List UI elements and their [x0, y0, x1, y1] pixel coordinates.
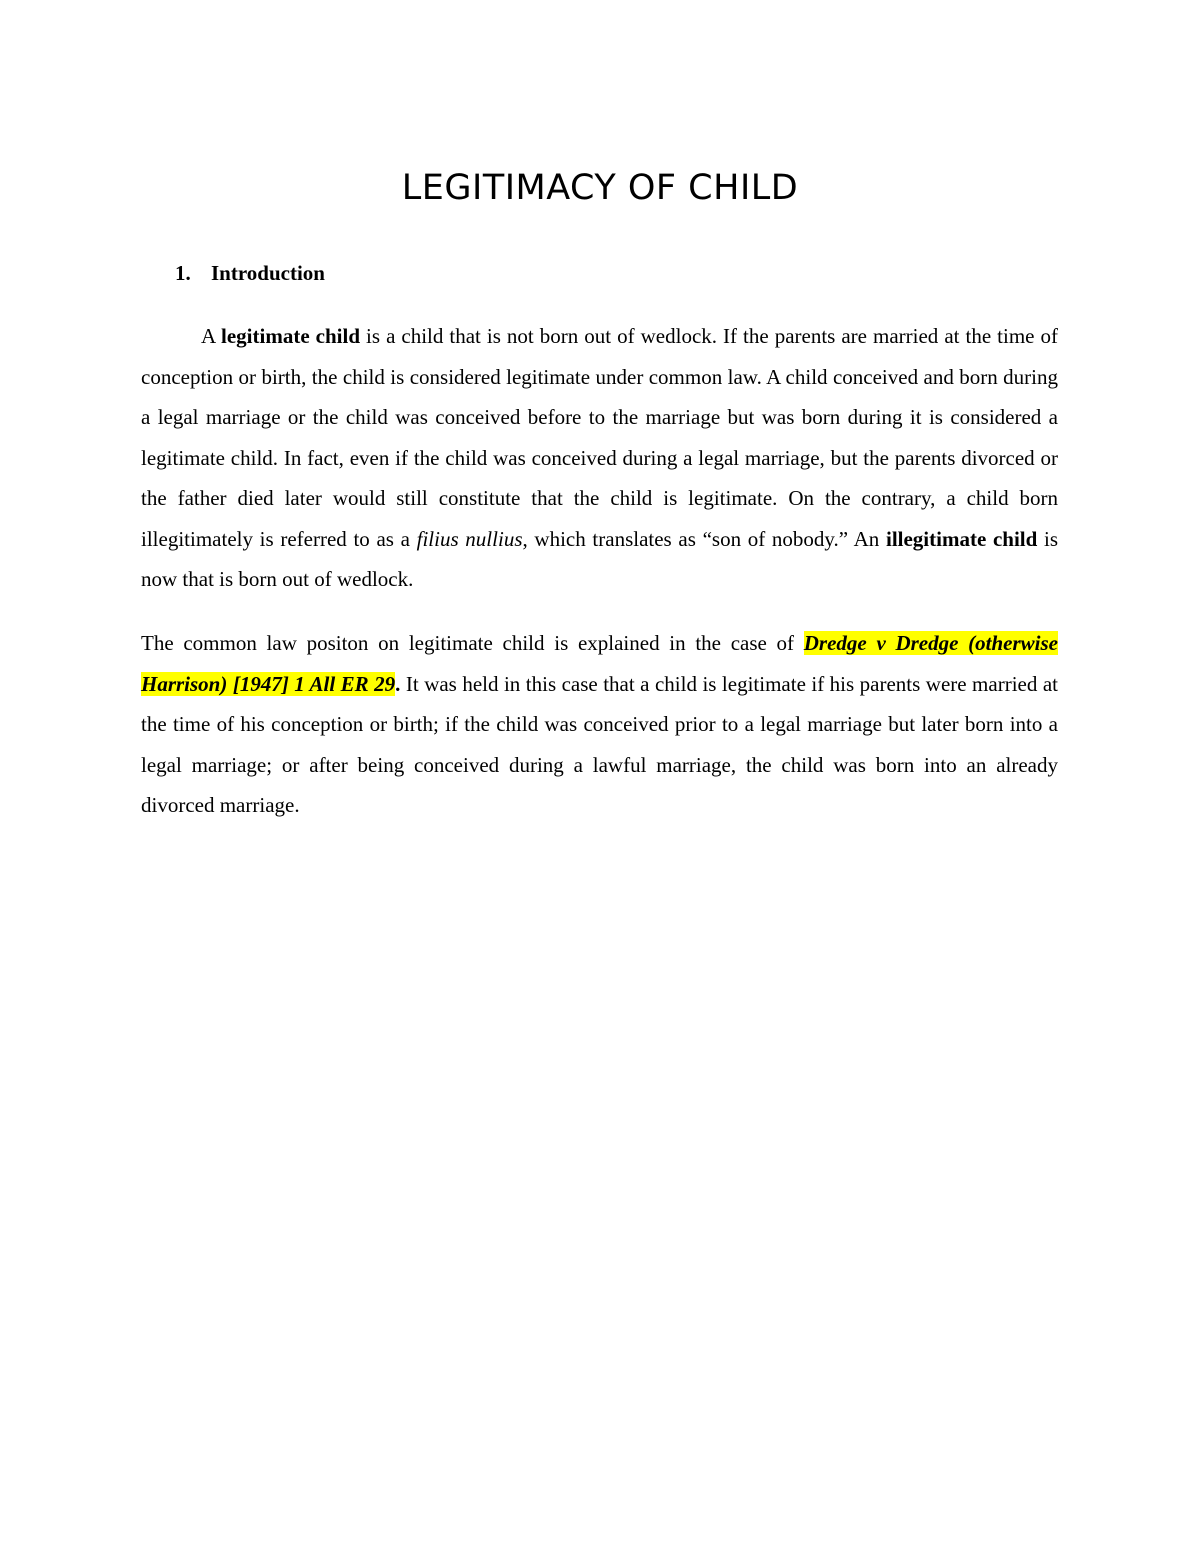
paragraph-introduction: [141, 316, 1058, 600]
section-number: 1.: [175, 261, 191, 285]
section-heading: [175, 258, 325, 288]
paragraph-text: A: [201, 324, 222, 348]
term-filius-nullius: filius nullius: [416, 526, 523, 551]
term-legitimate-child: legitimate child: [221, 324, 361, 348]
paragraph-text: is a child that is not born out of wedlock. If the parents are married at the time of conception or birth, the child is considered legitimate under common law. A child conceived and born during a legal marriage or the child was conceived before to the marriage but was born during it is considered a legitimate child. In fact, even if the child was conceived during a legal marriage, but the parents divorced or the father died later would still constitute that the child is legitimate. On the contrary, a child born illegitimately is referred to as a: [141, 324, 1058, 551]
paragraph-text: The common law positon on legitimate child is explained in the case of: [141, 631, 804, 655]
paragraph-text: is now that is born out of wedlock.: [141, 526, 1058, 591]
term-illegitimate-child: illegitimate child: [885, 526, 1038, 551]
document-title: LEGITIMACY OF CHILD: [401, 168, 799, 208]
paragraph-text: It was held in this case that a child is legitimate if his parents were married at the time of his conception or birth; if the child was conceived prior to a legal marriage but later born into a legal marriage; or after being conceived during a lawful marriage, the child was born into an already divorced marriage.: [141, 671, 1058, 817]
citation-period: .: [395, 671, 401, 696]
paragraph-text: , which translates as “son of nobody.” An: [522, 526, 886, 551]
section-heading-text: Introduction: [211, 261, 325, 285]
paragraph-common-law: [141, 623, 1058, 826]
case-citation-highlight: Dredge v Dredge (otherwise Harrison) [1947] 1 All ER 29: [141, 631, 1058, 696]
